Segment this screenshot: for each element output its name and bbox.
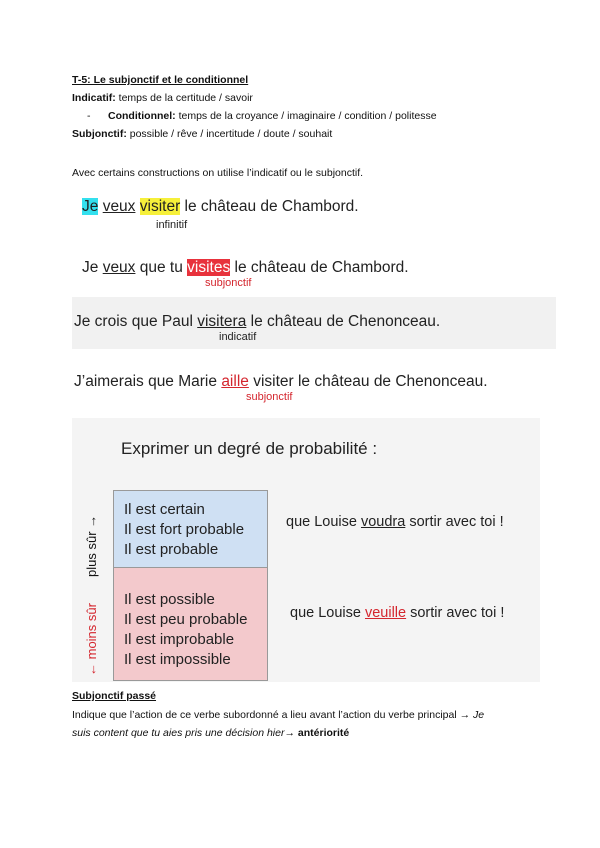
ex4-verb: aille bbox=[221, 373, 249, 390]
ex4-pre: J’aimerais que Marie bbox=[74, 373, 222, 390]
passe-line-1-italic: Je bbox=[473, 709, 485, 721]
ex4-note: subjonctif bbox=[246, 391, 293, 403]
certain-pre: que Louise bbox=[286, 514, 361, 530]
passe-arrow: → bbox=[284, 727, 298, 739]
ex3-pre: Je crois que Paul bbox=[74, 313, 198, 330]
ex2-rest: le château de Chambord. bbox=[230, 259, 409, 276]
possible-line-4: Il est impossible bbox=[124, 651, 231, 668]
subjonctif-text: possible / rêve / incertitude / doute / souhait bbox=[126, 128, 333, 140]
ex1-subject: Je bbox=[82, 198, 99, 215]
passe-line-2-italic: suis content que tu aies pris une décision hier bbox=[72, 727, 285, 739]
ex2-note: subjonctif bbox=[205, 277, 252, 289]
subjonctif-label: Subjonctif: bbox=[72, 128, 127, 140]
conditionnel-line bbox=[108, 109, 437, 123]
certain-line-3: Il est probable bbox=[124, 541, 219, 558]
page-title: T-5: Le subjonctif et le conditionnel bbox=[72, 74, 249, 86]
subjonctif-line bbox=[72, 127, 332, 141]
passe-title: Subjonctif passé bbox=[72, 690, 157, 702]
ex2-mid: que tu bbox=[135, 259, 188, 276]
ex1-infinitive: visiter bbox=[139, 198, 181, 215]
possible-line-1: Il est possible bbox=[124, 591, 215, 608]
ex1-rest: le château de Chambord. bbox=[180, 198, 359, 215]
example-3 bbox=[74, 313, 440, 331]
certain-sentence bbox=[286, 514, 504, 530]
possible-verb: veuille bbox=[364, 605, 407, 621]
indicatif-line bbox=[72, 91, 253, 105]
possible-pre: que Louise bbox=[290, 605, 365, 621]
possible-box bbox=[113, 567, 268, 681]
indicatif-label: Indicatif: bbox=[72, 92, 116, 104]
ex3-rest: le château de Chenonceau. bbox=[246, 313, 441, 330]
possible-post: sortir avec toi ! bbox=[406, 605, 505, 621]
passe-line-1-text: Indique que l’action de ce verbe subordonné a lieu avant l’action du verbe principal → bbox=[72, 709, 474, 721]
example-1 bbox=[82, 198, 359, 216]
ex2-subjunctive: visites bbox=[187, 259, 231, 276]
axis-label-moins-sur: ← moins sûr bbox=[84, 603, 99, 676]
passe-line-2 bbox=[72, 726, 349, 740]
example-4 bbox=[74, 373, 488, 391]
intro-text: Avec certains constructions on utilise l’indicatif ou le subjonctif. bbox=[72, 167, 364, 179]
conditionnel-label: Conditionnel: bbox=[108, 110, 176, 122]
certain-post: sortir avec toi ! bbox=[405, 514, 504, 530]
certain-verb: voudra bbox=[360, 514, 406, 530]
axis-label-plus-sur: plus sûr → bbox=[84, 514, 99, 577]
possible-sentence bbox=[290, 605, 504, 621]
example-2 bbox=[82, 259, 409, 277]
indicatif-text: temps de la certitude / savoir bbox=[115, 92, 253, 104]
ex4-rest: visiter le château de Chenonceau. bbox=[248, 373, 488, 390]
certain-box bbox=[113, 490, 268, 569]
ex2-pre: Je bbox=[82, 259, 103, 276]
bullet: - bbox=[87, 110, 91, 122]
ex3-note: indicatif bbox=[219, 331, 257, 343]
possible-line-3: Il est improbable bbox=[124, 631, 235, 648]
passe-bold: antériorité bbox=[297, 727, 350, 739]
passe-line-1 bbox=[72, 708, 484, 722]
ex1-verb: veux bbox=[102, 198, 136, 215]
conditionnel-text: temps de la croyance / imaginaire / condition / politesse bbox=[175, 110, 437, 122]
certain-line-2: Il est fort probable bbox=[124, 521, 245, 538]
probability-heading: Exprimer un degré de probabilité : bbox=[121, 439, 378, 458]
certain-line-1: Il est certain bbox=[124, 501, 205, 518]
ex3-verb: visitera bbox=[197, 313, 247, 330]
ex2-verb: veux bbox=[102, 259, 136, 276]
ex1-note: infinitif bbox=[156, 219, 188, 231]
possible-line-2: Il est peu probable bbox=[124, 611, 248, 628]
